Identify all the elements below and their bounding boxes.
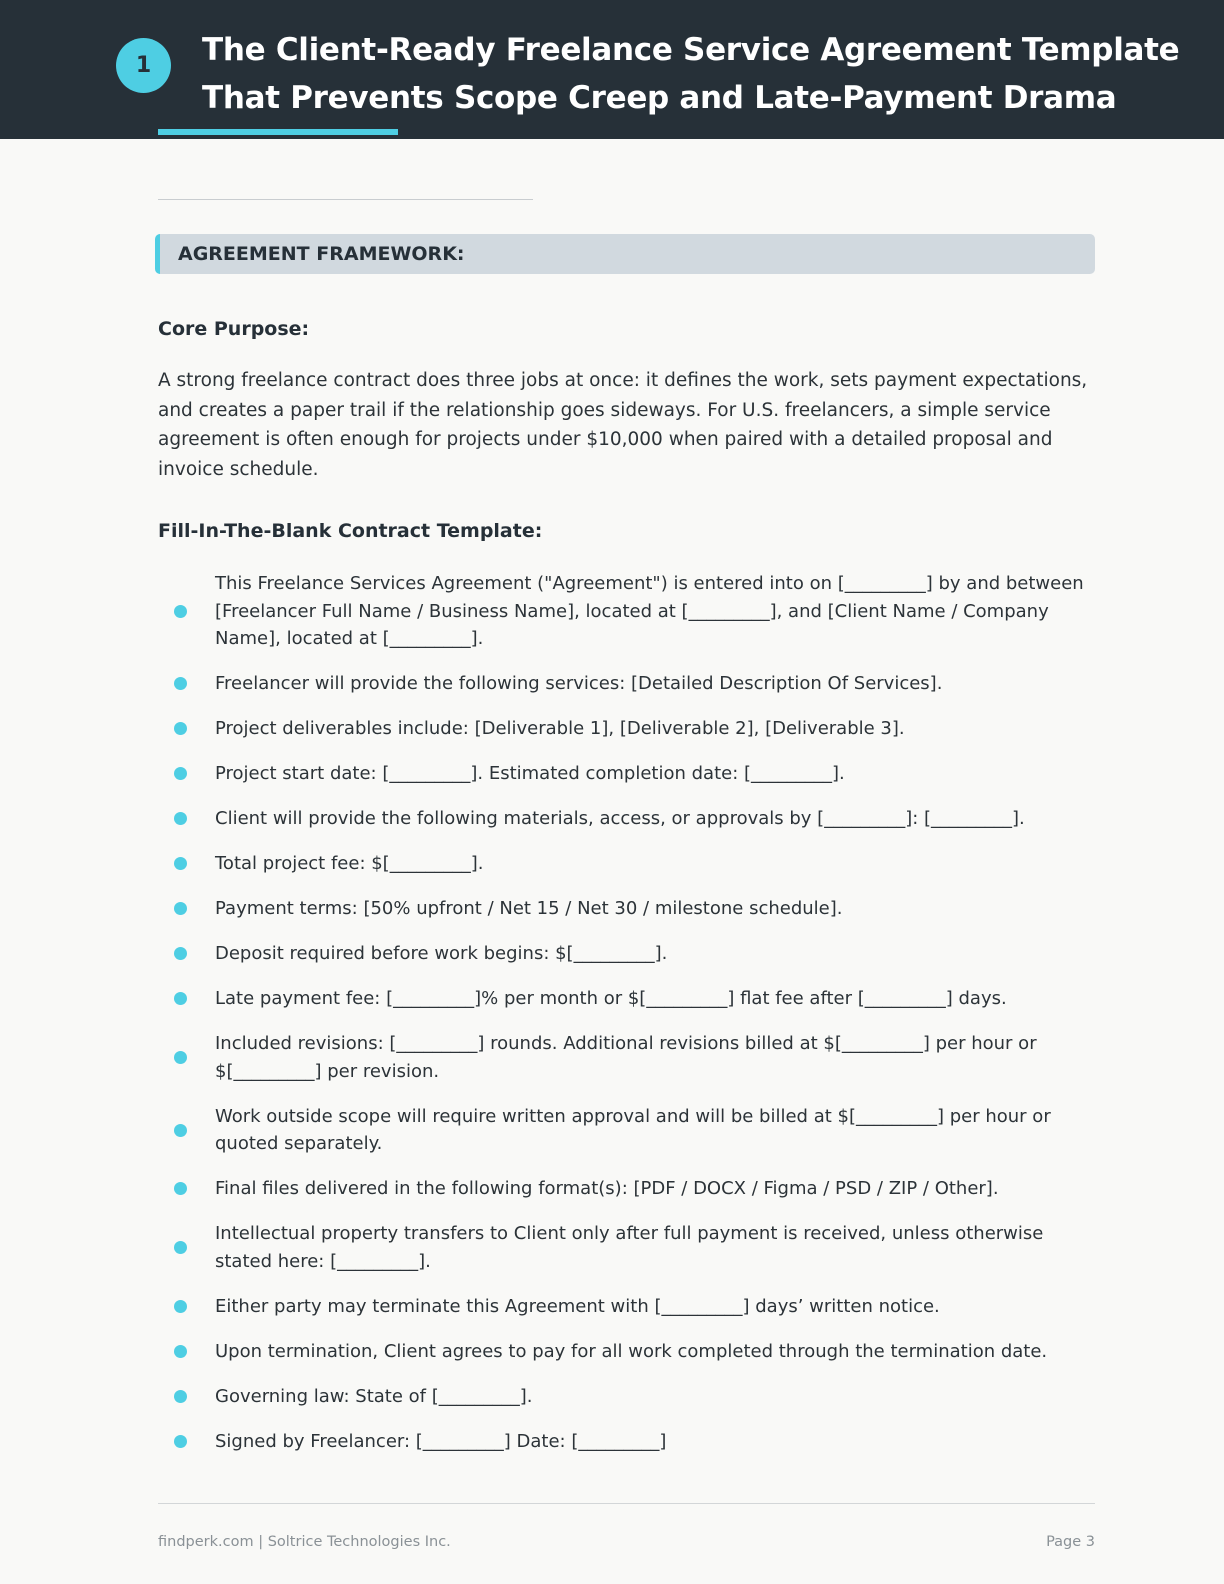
bullet-dot-icon: [174, 857, 187, 870]
bullet-dot-icon: [174, 1241, 187, 1254]
list-item: [170, 805, 1100, 833]
page-header: [0, 0, 1224, 139]
list-item: [170, 1220, 1100, 1275]
divider: [158, 199, 533, 200]
title-accent-underline: [158, 129, 398, 135]
list-item: [170, 895, 1100, 923]
bullet-dot-icon: [174, 1390, 187, 1403]
title-line-2: That Prevents Scope Creep and Late-Payment Drama: [202, 80, 1117, 116]
bullet-dot-icon: [174, 677, 187, 690]
list-item-text: Governing law: State of [_________].: [215, 1385, 533, 1407]
template-bullet-list: [170, 570, 1100, 1473]
page-title: [202, 26, 1202, 122]
footer-publisher: findperk.com | Soltrice Technologies Inc.: [158, 1534, 451, 1550]
bullet-dot-icon: [174, 605, 187, 618]
bullet-dot-icon: [174, 1124, 187, 1137]
bullet-dot-icon: [174, 947, 187, 960]
list-item: [170, 1175, 1100, 1203]
bullet-dot-icon: [174, 1300, 187, 1313]
list-item: [170, 1103, 1100, 1158]
list-item: [170, 1383, 1100, 1411]
list-item: [170, 985, 1100, 1013]
list-item: [170, 1293, 1100, 1321]
list-item-text: Project start date: [_________]. Estimated completion date: [_________].: [215, 763, 845, 784]
section-number-badge: 1: [116, 38, 171, 93]
bullet-dot-icon: [174, 767, 187, 780]
bullet-dot-icon: [174, 722, 187, 735]
list-item-text: Client will provide the following materials, access, or approvals by [_________]: [_________].: [215, 808, 1025, 829]
list-item-text: Signed by Freelancer: [_________] Date: [_________]: [215, 1430, 667, 1452]
list-item: [170, 850, 1100, 878]
list-item-text: Intellectual property transfers to Client only after full payment is received, unless otherwise stated here: [_________].: [215, 1223, 1044, 1272]
list-item-text: Deposit required before work begins: $[_________].: [215, 943, 668, 964]
list-item-text: Project deliverables include: [Deliverable 1], [Deliverable 2], [Deliverable 3].: [215, 718, 905, 739]
bullet-dot-icon: [174, 992, 187, 1005]
list-item: [170, 570, 1100, 653]
list-item-text: Final files delivered in the following format(s): [PDF / DOCX / Figma / PSD / ZIP / Other].: [215, 1178, 999, 1199]
list-item: [170, 1428, 1100, 1456]
section-label: AGREEMENT FRAMEWORK:: [178, 243, 465, 265]
list-item: [170, 670, 1100, 698]
list-item-text: Late payment fee: [_________]% per month or $[_________] flat fee after [_________] days.: [215, 988, 1007, 1009]
core-purpose-heading: Core Purpose:: [158, 318, 310, 340]
list-item: [170, 940, 1100, 968]
list-item-text: This Freelance Services Agreement ("Agreement") is entered into on [_________] by and between [Freelancer Full Name / Business Name], located at [_________], and [Client Name / Company Name], located at [_________].: [215, 573, 1084, 649]
template-heading: Fill-In-The-Blank Contract Template:: [158, 520, 543, 542]
list-item: [170, 715, 1100, 743]
bullet-dot-icon: [174, 1345, 187, 1358]
list-item: [170, 1030, 1100, 1085]
list-item-text: Included revisions: [_________] rounds. Additional revisions billed at $[_________] per hour or $[_________] per revision.: [215, 1033, 1037, 1082]
core-purpose-text: A strong freelance contract does three jobs at once: it defines the work, sets payment expectations, and creates a paper trail if the relationship goes sideways. For U.S. freelancers, a simple service agreement is often enough for projects under $10,000 when paired with a detailed proposal and invoice schedule.: [158, 370, 1088, 480]
bullet-dot-icon: [174, 1435, 187, 1448]
bullet-dot-icon: [174, 902, 187, 915]
list-item-text: Freelancer will provide the following services: [Detailed Description Of Services].: [215, 673, 943, 694]
footer-divider: [158, 1503, 1095, 1504]
title-line-1: The Client-Ready Freelance Service Agreement Template: [202, 32, 1180, 68]
section-header-bar: [155, 234, 1095, 274]
list-item-text: Work outside scope will require written approval and will be billed at $[_________] per hour or quoted separately.: [215, 1105, 1051, 1154]
list-item-text: Upon termination, Client agrees to pay for all work completed through the termination date.: [215, 1340, 1048, 1362]
list-item-text: Either party may terminate this Agreement with [_________] days’ written notice.: [215, 1295, 940, 1317]
bullet-dot-icon: [174, 1051, 187, 1064]
footer-page-number: Page 3: [1046, 1534, 1095, 1550]
list-item: [170, 1338, 1100, 1366]
list-item-text: Payment terms: [50% upfront / Net 15 / Net 30 / milestone schedule].: [215, 898, 843, 919]
bullet-dot-icon: [174, 1182, 187, 1195]
list-item-text: Total project fee: $[_________].: [215, 853, 484, 874]
bullet-dot-icon: [174, 812, 187, 825]
list-item: [170, 760, 1100, 788]
